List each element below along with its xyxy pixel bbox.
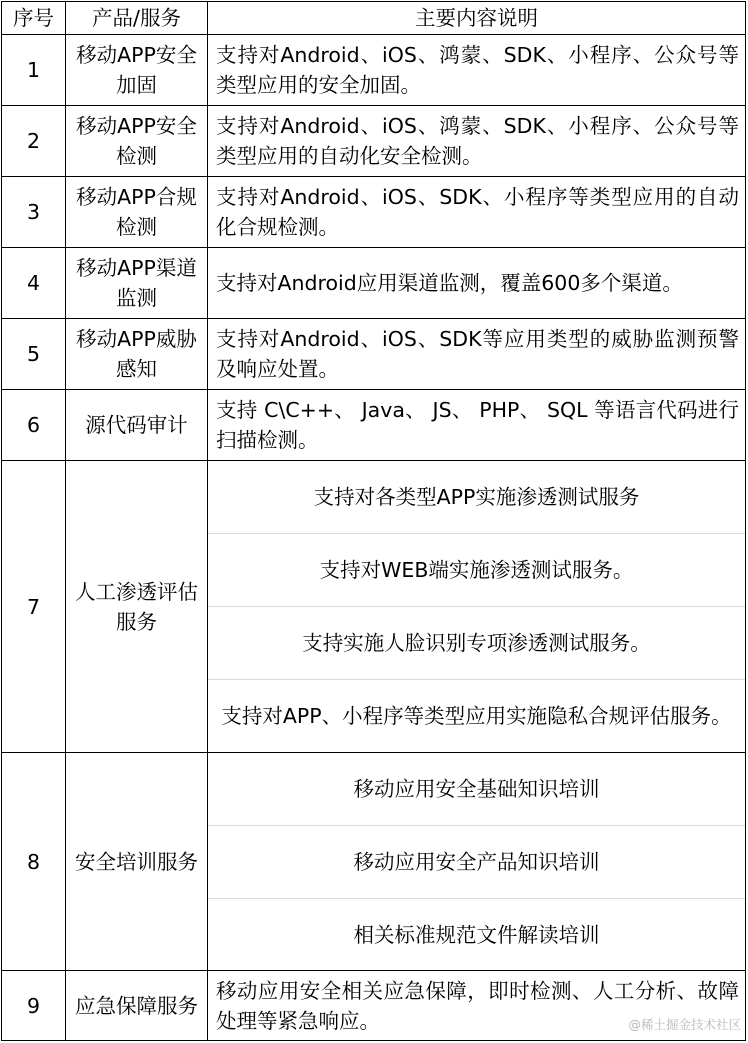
header-product: 产品/服务 [66, 2, 208, 35]
row-content: 支持对Android、iOS、SDK等应用类型的威胁监测预警及响应处置。 [208, 319, 746, 390]
row-product: 人工渗透评估服务 [66, 461, 208, 753]
header-row [2, 2, 746, 35]
row-content-list [208, 753, 746, 971]
row-no: 4 [2, 248, 66, 319]
row-content: 支持对Android应用渠道监测，覆盖600多个渠道。 [208, 248, 746, 319]
row-product: 安全培训服务 [66, 753, 208, 971]
row-product: 移动APP安全检测 [66, 106, 208, 177]
table-row [2, 753, 746, 971]
table-row [2, 461, 746, 753]
row-product: 移动APP威胁感知 [66, 319, 208, 390]
row-product: 源代码审计 [66, 390, 208, 461]
row-no: 8 [2, 753, 66, 971]
table-row [2, 106, 746, 177]
list-item: 支持实施人脸识别专项渗透测试服务。 [208, 606, 745, 679]
row-product: 应急保障服务 [66, 971, 208, 1041]
row-no: 9 [2, 971, 66, 1041]
row-no: 2 [2, 106, 66, 177]
row-product: 移动APP渠道监测 [66, 248, 208, 319]
row-no: 5 [2, 319, 66, 390]
table-row [2, 35, 746, 106]
list-item: 支持对WEB端实施渗透测试服务。 [208, 533, 745, 606]
row-no: 7 [2, 461, 66, 753]
row-content: 移动应用安全相关应急保障，即时检测、人工分析、故障处理等紧急响应。 [208, 971, 746, 1041]
table-row [2, 177, 746, 248]
watermark: @稀土掘金技术社区 [628, 1017, 741, 1032]
list-item: 支持对APP、小程序等类型应用实施隐私合规评估服务。 [208, 679, 745, 752]
row-content-list [208, 461, 746, 753]
row-content: 支持对Android、iOS、SDK、小程序等类型应用的自动化合规检测。 [208, 177, 746, 248]
row-content: 支持对Android、iOS、鸿蒙、SDK、小程序、公众号等类型应用的安全加固。 [208, 35, 746, 106]
list-item: 支持对各类型APP实施渗透测试服务 [313, 485, 640, 509]
row-product: 移动APP安全加固 [66, 35, 208, 106]
table-row [2, 390, 746, 461]
table-row [2, 248, 746, 319]
list-item: 相关标准规范文件解读培训 [208, 898, 745, 970]
services-table [1, 1, 746, 1041]
table-row [2, 319, 746, 390]
row-no: 1 [2, 35, 66, 106]
row-no: 3 [2, 177, 66, 248]
row-no: 6 [2, 390, 66, 461]
header-no: 序号 [2, 2, 66, 35]
list-item: 移动应用安全基础知识培训 [353, 777, 600, 801]
list-item: 移动应用安全产品知识培训 [208, 825, 745, 898]
row-content: 支持对Android、iOS、鸿蒙、SDK、小程序、公众号等类型应用的自动化安全检测。 [208, 106, 746, 177]
row-product: 移动APP合规检测 [66, 177, 208, 248]
header-content: 主要内容说明 [208, 2, 746, 35]
row-content: 支持 C\C++、 Java、 JS、 PHP、 SQL 等语言代码进行扫描检测。 [208, 390, 746, 461]
